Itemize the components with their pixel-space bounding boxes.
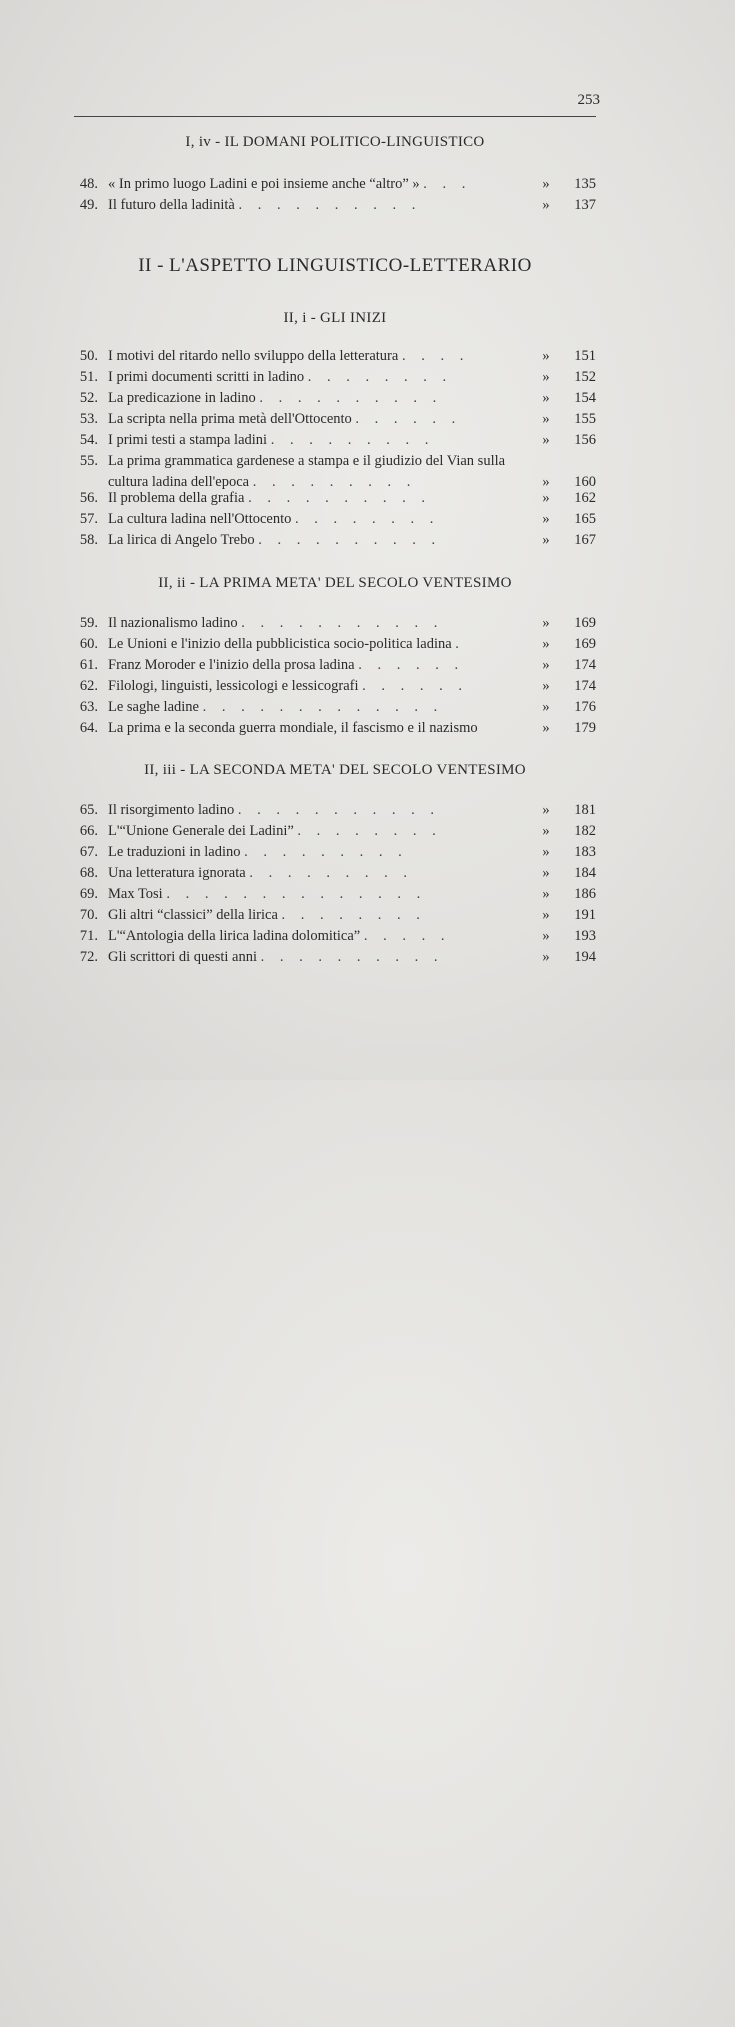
entry-number: 63. — [79, 699, 98, 715]
entry-page: 160 — [574, 474, 596, 490]
entry-ditto-mark: » — [542, 907, 550, 923]
entry-page: 154 — [574, 390, 596, 406]
entry-ditto-mark: » — [542, 865, 550, 881]
entry-page: 194 — [574, 949, 596, 965]
section-heading: II, iii - LA SECONDA META' DEL SECOLO VENTESIMO — [144, 762, 526, 778]
entry-ditto-mark: » — [542, 636, 550, 652]
entry-page: 193 — [574, 928, 596, 944]
entry-title: I primi testi a stampa ladini . . . . . . . . . — [108, 432, 435, 448]
entry-number: 59. — [79, 615, 98, 631]
header-rule — [74, 116, 596, 117]
entry-title: Le saghe ladine . . . . . . . . . . . . . — [108, 699, 444, 715]
entry-ditto-mark: » — [542, 949, 550, 965]
entry-page: 167 — [574, 532, 596, 548]
entry-number: 67. — [79, 844, 98, 860]
entry-ditto-mark: » — [542, 490, 550, 506]
entry-title: I motivi del ritardo nello sviluppo della letteratura . . . . — [108, 348, 470, 364]
entry-title: Il risorgimento ladino . . . . . . . . . . . — [108, 802, 440, 818]
entry-title: La prima grammatica gardenese a stampa e il giudizio del Vian sulla cultura ladina dell'epoca . . . . . . . . . — [108, 453, 506, 490]
entry-page: 179 — [574, 720, 596, 736]
entry-title: La cultura ladina nell'Ottocento . . . . . . . . — [108, 511, 440, 527]
entry-number: 48. — [79, 176, 98, 192]
entry-page: 152 — [574, 369, 596, 385]
entry-title: La scripta nella prima metà dell'Ottocento . . . . . . — [108, 411, 462, 427]
entry-ditto-mark: » — [542, 699, 550, 715]
entry-ditto-mark: » — [542, 802, 550, 818]
entry-ditto-mark: » — [542, 411, 550, 427]
entry-ditto-mark: » — [542, 432, 550, 448]
entry-page: 176 — [574, 699, 596, 715]
entry-ditto-mark: » — [542, 369, 550, 385]
entry-page: 137 — [574, 197, 596, 213]
entry-number: 71. — [79, 928, 98, 944]
part-heading: II - L'ASPETTO LINGUISTICO-LETTERARIO — [138, 255, 532, 276]
entry-ditto-mark: » — [542, 176, 550, 192]
entry-number: 55. — [79, 453, 98, 469]
entry-number: 72. — [79, 949, 98, 965]
entry-ditto-mark: » — [542, 511, 550, 527]
entry-title: La predicazione in ladino . . . . . . . . . . — [108, 390, 443, 406]
entry-page: 155 — [574, 411, 596, 427]
section-heading: I, iv - IL DOMANI POLITICO-LINGUISTICO — [185, 134, 485, 150]
entry-ditto-mark: » — [542, 678, 550, 694]
entry-title: Una letteratura ignorata . . . . . . . . . — [108, 865, 413, 881]
section-heading: II, i - GLI INIZI — [283, 310, 387, 326]
entry-ditto-mark: » — [542, 532, 550, 548]
entry-ditto-mark: » — [542, 823, 550, 839]
entry-title: Il problema della grafia . . . . . . . . . . — [108, 490, 431, 506]
entry-ditto-mark: » — [542, 928, 550, 944]
section-heading: II, ii - LA PRIMA META' DEL SECOLO VENTESIMO — [158, 575, 512, 591]
entry-page: 156 — [574, 432, 596, 448]
page-number: 253 — [577, 92, 600, 108]
entry-title: La prima e la seconda guerra mondiale, il fascismo e il nazismo — [108, 720, 478, 736]
entry-ditto-mark: » — [542, 474, 550, 490]
entry-page: 174 — [574, 657, 596, 673]
entry-title: Gli scrittori di questi anni . . . . . . . . . . — [108, 949, 444, 965]
entry-title: « In primo luogo Ladini e poi insieme anche “altro” » . . . — [108, 176, 472, 192]
entry-number: 69. — [79, 886, 98, 902]
entry-page: 184 — [574, 865, 596, 881]
entry-number: 70. — [79, 907, 98, 923]
entry-title: Franz Moroder e l'inizio della prosa ladina . . . . . . — [108, 657, 465, 673]
entry-number: 52. — [79, 390, 98, 406]
entry-page: 174 — [574, 678, 596, 694]
entry-number: 56. — [79, 490, 98, 506]
entry-page: 162 — [574, 490, 596, 506]
entry-title: Gli altri “classici” della lirica . . . . . . . . — [108, 907, 426, 923]
entry-title: Le Unioni e l'inizio della pubblicistica socio-politica ladina . — [108, 636, 465, 652]
entry-page: 169 — [574, 636, 596, 652]
entry-title: La lirica di Angelo Trebo . . . . . . . . . . — [108, 532, 442, 548]
entry-ditto-mark: » — [542, 390, 550, 406]
entry-page: 151 — [574, 348, 596, 364]
entry-page: 186 — [574, 886, 596, 902]
toc-entry — [74, 451, 596, 493]
entry-number: 51. — [79, 369, 98, 385]
entry-page: 191 — [574, 907, 596, 923]
entry-title: Il futuro della ladinità . . . . . . . . . . — [108, 197, 422, 213]
entry-title: L'“Antologia della lirica ladina dolomitica” . . . . . — [108, 928, 451, 944]
entry-number: 65. — [79, 802, 98, 818]
entry-number: 54. — [79, 432, 98, 448]
entry-number: 57. — [79, 511, 98, 527]
entry-page: 183 — [574, 844, 596, 860]
entry-ditto-mark: » — [542, 615, 550, 631]
entry-number: 61. — [79, 657, 98, 673]
entry-title: Max Tosi . . . . . . . . . . . . . . — [108, 886, 427, 902]
entry-number: 50. — [79, 348, 98, 364]
entry-title: Filologi, linguisti, lessicologi e lessicografi . . . . . . — [108, 678, 469, 694]
entry-page: 182 — [574, 823, 596, 839]
entry-ditto-mark: » — [542, 886, 550, 902]
entry-page: 165 — [574, 511, 596, 527]
entry-page: 169 — [574, 615, 596, 631]
entry-title: Il nazionalismo ladino . . . . . . . . . . . — [108, 615, 444, 631]
entry-number: 66. — [79, 823, 98, 839]
entry-number: 62. — [79, 678, 98, 694]
entry-number: 64. — [79, 720, 98, 736]
entry-title: L'“Unione Generale dei Ladini” . . . . . . . . — [108, 823, 442, 839]
entry-number: 60. — [79, 636, 98, 652]
entry-page: 135 — [574, 176, 596, 192]
entry-ditto-mark: » — [542, 657, 550, 673]
entry-ditto-mark: » — [542, 844, 550, 860]
entry-ditto-mark: » — [542, 197, 550, 213]
entry-number: 58. — [79, 532, 98, 548]
entry-number: 53. — [79, 411, 98, 427]
entry-number: 68. — [79, 865, 98, 881]
entry-page: 181 — [574, 802, 596, 818]
entry-ditto-mark: » — [542, 720, 550, 736]
entry-number: 49. — [79, 197, 98, 213]
entry-title: Le traduzioni in ladino . . . . . . . . . — [108, 844, 408, 860]
entry-ditto-mark: » — [542, 348, 550, 364]
entry-title: I primi documenti scritti in ladino . . . . . . . . — [108, 369, 453, 385]
